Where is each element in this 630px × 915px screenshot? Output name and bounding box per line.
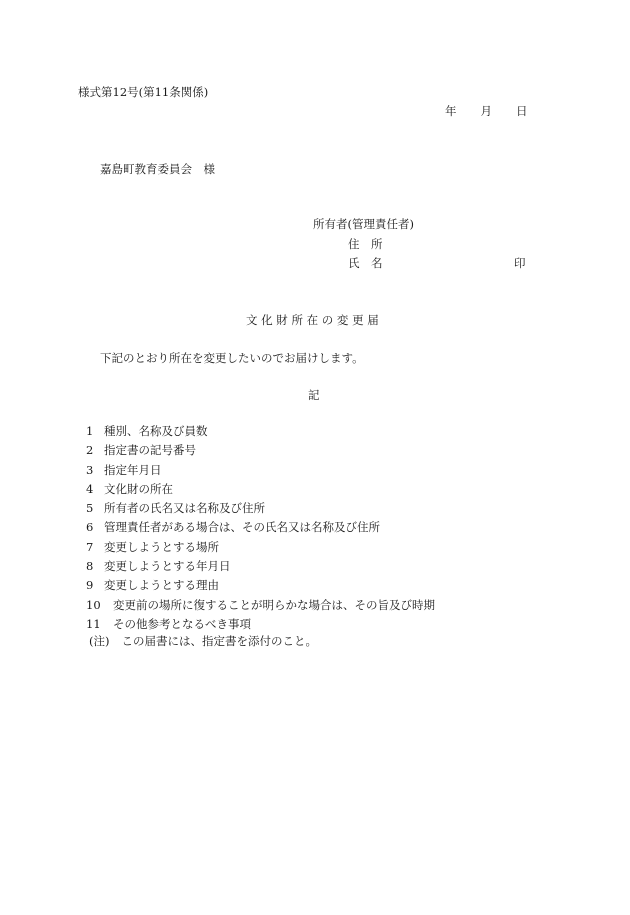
- seal-label: 印: [514, 256, 526, 270]
- date-line: [445, 104, 528, 118]
- date-month-label: 月: [480, 104, 492, 118]
- item-number: 6: [86, 520, 94, 535]
- owner-label: 所有者(管理責任者): [313, 217, 414, 231]
- item-number: 9: [86, 578, 94, 593]
- item-number: 1: [86, 424, 94, 438]
- item-text: 変更しようとする理由: [104, 578, 219, 593]
- item-text: 指定書の記号番号: [104, 443, 196, 458]
- note-label: (注): [89, 634, 110, 648]
- note-row: [89, 634, 317, 648]
- address-label: 住 所: [348, 237, 383, 251]
- item-text: 指定年月日: [104, 462, 162, 477]
- item-list: [86, 424, 435, 636]
- item-text: その他参考となるべき事項: [113, 616, 251, 631]
- item-number: 11: [86, 616, 101, 631]
- item-number: 3: [86, 462, 94, 477]
- list-item: [86, 578, 435, 597]
- item-number: 5: [86, 501, 94, 516]
- date-day-label: 日: [516, 104, 528, 118]
- list-item: [86, 463, 435, 482]
- item-text: 所有者の氏名又は名称及び住所: [104, 501, 265, 516]
- list-item: [86, 501, 435, 520]
- list-item: [86, 598, 435, 617]
- name-label: 氏 名: [348, 256, 383, 270]
- item-text: 管理責任者がある場合は、その氏名又は名称及び住所: [104, 520, 380, 535]
- item-text: 変更しようとする場所: [104, 539, 219, 554]
- item-number: 4: [86, 481, 94, 496]
- item-number: 8: [86, 559, 94, 574]
- list-item: [86, 540, 435, 559]
- item-number: 7: [86, 539, 94, 554]
- item-text: 文化財の所在: [104, 481, 173, 496]
- list-item: [86, 424, 435, 443]
- date-year-label: 年: [445, 104, 457, 118]
- item-number: 2: [86, 443, 94, 458]
- note-text: この届書には、指定書を添付のこと。: [121, 634, 317, 648]
- form-number: 様式第12号(第11条関係): [78, 85, 209, 99]
- item-text: 変更前の場所に復することが明らかな場合は、その旨及び時期: [113, 597, 435, 612]
- list-item: [86, 559, 435, 578]
- list-item: [86, 520, 435, 539]
- item-number: 10: [86, 597, 101, 612]
- ki-heading: 記: [308, 388, 320, 402]
- intro-text: 下記のとおり所在を変更したいのでお届けします。: [100, 351, 364, 365]
- addressee: 嘉島町教育委員会 様: [100, 162, 215, 176]
- item-text: 変更しようとする年月日: [104, 559, 231, 574]
- item-text: 種別、名称及び員数: [104, 424, 208, 438]
- list-item: [86, 482, 435, 501]
- document-title: 文 化 財 所 在 の 変 更 届: [246, 313, 379, 327]
- list-item: [86, 443, 435, 462]
